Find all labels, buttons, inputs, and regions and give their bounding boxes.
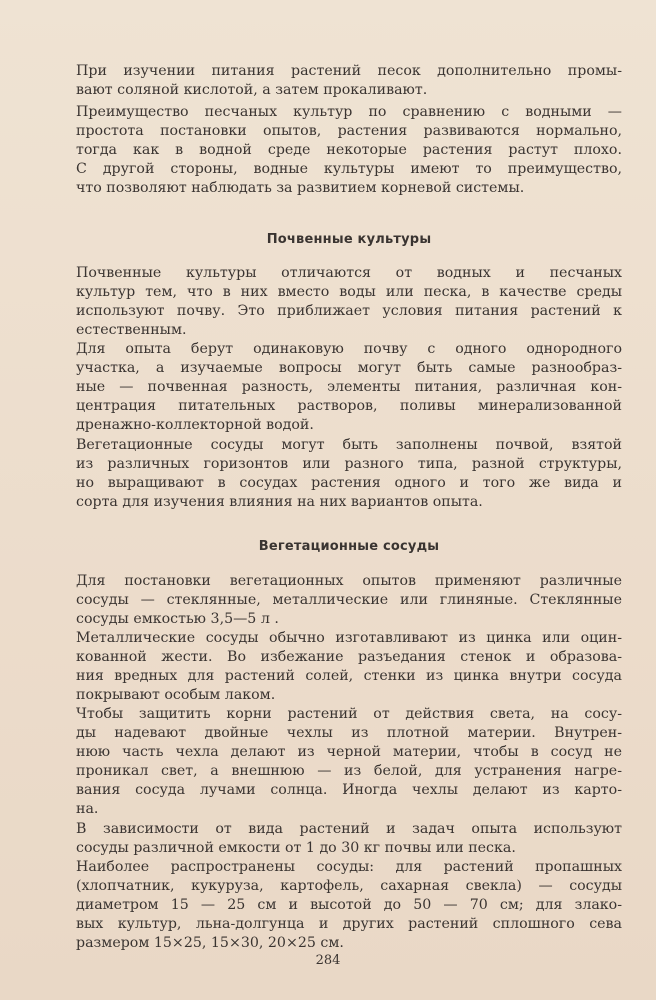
text-line: сосуды емкостью 3,5—5 л . <box>76 611 279 628</box>
text-line: вания сосуда лучами солнца. Иногда чехлы делают из карто- <box>76 782 622 799</box>
text-line: дренажно-коллекторной водой. <box>76 417 314 434</box>
text-line: Для опыта берут одинаковую почву с одного однородного <box>76 341 622 357</box>
text-line: сосуды различной емкости от 1 до 30 кг почвы или песка. <box>76 840 516 857</box>
paragraph <box>76 340 622 435</box>
paragraph <box>76 436 622 512</box>
text-line: размером 15×25, 15×30, 20×25 см. <box>76 935 344 952</box>
text-line: простота постановки опытов, растения развиваются нормально, <box>76 123 622 140</box>
text-line: что позволяют наблюдать за развитием корневой системы. <box>76 180 525 197</box>
text-line: культур тем, что в них вместо воды или песка, в качестве среды <box>76 284 622 301</box>
text-line: ды надевают двойные чехлы из плотной материи. Внутрен- <box>76 725 622 742</box>
text-line: используют почву. Это приближает условия питания растений к <box>76 303 622 320</box>
text-line: С другой стороны, водные культуры имеют то преимущество, <box>76 161 622 178</box>
paragraph <box>76 820 622 858</box>
paragraph <box>76 103 622 198</box>
paragraph <box>76 572 622 629</box>
text-line: Чтобы защитить корни растений от действия света, на сосу- <box>76 706 622 722</box>
text-line: Металлические сосуды обычно изготавливают из цинка или оцин- <box>76 630 622 646</box>
text-line: естественным. <box>76 322 187 339</box>
text-line: Почвенные культуры отличаются от водных и песчаных <box>76 265 622 281</box>
page-number: 284 <box>315 953 341 968</box>
text-line: тогда как в водной среде некоторые растения растут плохо. <box>76 142 622 159</box>
text-line: но выращивают в сосудах растения одного и того же вида и <box>76 475 622 492</box>
text-line: ния вредных для растений солей, стенки из цинка внутри сосуда <box>76 668 622 685</box>
text-line: Для постановки вегетационных опытов применяют различные <box>76 573 622 589</box>
text-line: В зависимости от вида растений и задач опыта используют <box>76 821 622 837</box>
paragraph <box>76 705 622 820</box>
text-line: нюю часть чехла делают из черной материи, чтобы в сосуд не <box>76 744 622 761</box>
text-line: Вегетационные сосуды могут быть заполнены почвой, взятой <box>76 437 622 453</box>
text-line: Наиболее распространены сосуды: для растений пропашных <box>76 859 622 875</box>
text-line: центрация питательных растворов, поливы минерализованной <box>76 398 622 415</box>
section-heading: Почвенные культуры <box>266 232 432 247</box>
text-line: проникал свет, а внешнюю — из белой, для устранения нагре- <box>76 763 622 780</box>
text-line: ные — почвенная разность, элементы питания, различная кон- <box>76 379 622 396</box>
text-line: кованной жести. Во избежание разъедания стенок и образова- <box>76 649 622 666</box>
paragraph <box>76 264 622 340</box>
text-line: вают соляной кислотой, а затем прокаливают. <box>76 82 428 99</box>
paragraph <box>76 62 622 100</box>
paragraph <box>76 858 622 953</box>
text-line: диаметром 15 — 25 см и высотой до 50 — 70 см; для злако- <box>76 897 622 914</box>
text-line: При изучении питания растений песок дополнительно промы- <box>76 63 622 79</box>
text-line: (хлопчатник, кукуруза, картофель, сахарная свекла) — сосуды <box>76 878 622 895</box>
text-line: Преимущество песчаных культур по сравнению с водными — <box>76 104 622 120</box>
text-line: сорта для изучения влияния на них вариантов опыта. <box>76 494 483 511</box>
text-line: вых культур, льна-долгунца и других растений сплошного сева <box>76 916 622 933</box>
text-line: на. <box>76 801 99 818</box>
section-heading: Вегетационные сосуды <box>258 539 440 554</box>
text-line: покрывают особым лаком. <box>76 687 276 704</box>
text-line: из различных горизонтов или разного типа, разной структуры, <box>76 456 622 473</box>
text-line: участка, а изучаемые вопросы могут быть самые разнообраз- <box>76 360 622 377</box>
text-line: сосуды — стеклянные, металлические или глиняные. Стеклянные <box>76 592 622 609</box>
paragraph <box>76 629 622 705</box>
